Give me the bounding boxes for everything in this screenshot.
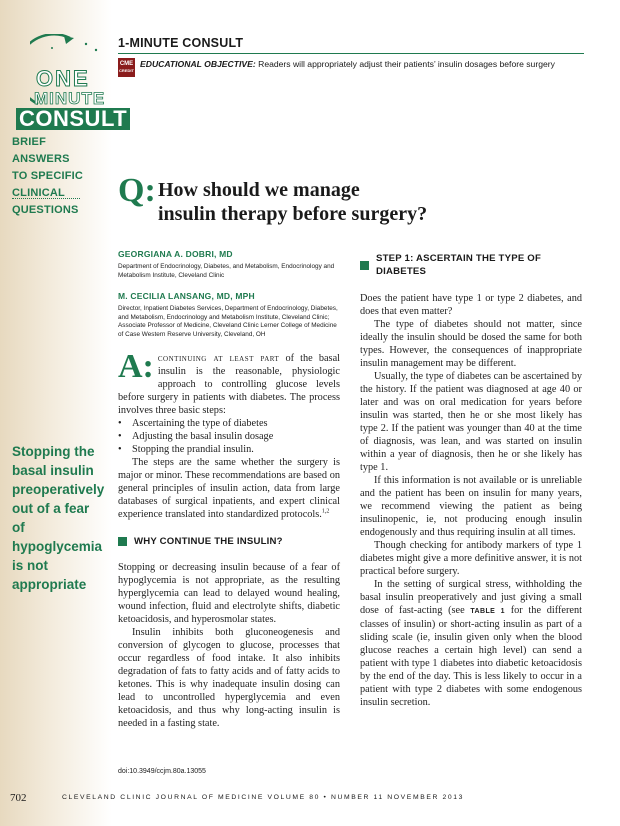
author-name: GEORGIANA A. DOBRI, MD [118,249,233,259]
reference-marker: 1,2 [321,508,330,515]
body-paragraph: If this information is not available or is unreliable and the patient has been on insulin for many years, we recommend viewing the patient as being insulinopenic, ie, not producing enough insulin endogenously and thus requiring insulin at all times. [360,475,582,538]
column-left [118,248,340,730]
pull-quote-line: out of a fear [12,501,90,516]
body-paragraph: Usually, the type of diabetes can be ascertained by the history. If the patient was diagnosed at age 40 or later and was on oral medication for years before insulin was started, then he or she most likely has type 2. If the patient was younger than 40 at the time of diagnosis, was lean, and was started on insulin within a year of diagnosis, then he or she likely has type 1. [360,371,582,473]
answer-lead-text: of the basal insulin is the reasonable, physiologic approach to controlling glucose levels before surgery in patients with diabetes. The process involves three basic steps: [118,352,340,416]
section-heading [118,535,340,548]
answer-mark: A: [118,347,154,385]
tagline-divider [12,198,80,199]
body-paragraph: Though checking for antibody markers of type 1 diabetes might give a more definitive answer, it is not practical before surgery. [360,540,582,577]
steps-list [118,417,340,456]
column-right [360,252,582,709]
body-paragraph [360,578,582,709]
section-heading [360,252,582,278]
header-rule [118,53,584,54]
section-title: 1-MINUTE CONSULT [118,36,244,50]
pull-quote-line: preoperatively [12,482,105,497]
body-paragraph: Stopping or decreasing insulin because of a fear of hypoglycemia is not appropriate, as the resulting hyperglycemia can lead to delayed wound healing, wound infection, fluid and electrolyte shifts, diabetic ketoacidosis, and hyperosmolar states. [118,561,340,625]
objective-text: Readers will appropriately adjust their patients’ insulin dosages before surgery [255,59,555,69]
paragraph-text: The steps are the same whether the surgery is major or minor. These recommendations are based on general principles of insulin action, data from large databases of surgical inpatients, and expert clinical experience translated into standardized protocols. [118,456,340,520]
body-paragraph: Insulin inhibits both gluconeogenesis and conversion of glycogen to glucose, processes that occur regardless of food intake. It also inhibits degradation of fats to fatty acids and of fatty acids to ketones. This is why inadequate insulin dosing can lead to uncontrolled hyperglycemia and even ketoacidosis, and thus why long-acting insulin is needed in a fasting state. [118,626,340,729]
body-paragraph: Does the patient have type 1 or type 2 diabetes, and does that even matter? [360,293,582,317]
heading-text: WHY CONTINUE THE INSULIN? [134,535,283,547]
educational-objective [140,59,590,70]
list-item: • Adjusting the basal insulin dosage [118,430,340,443]
article-title [158,178,578,226]
tagline-line: TO SPECIFIC [12,170,84,182]
list-item: • Ascertaining the type of diabetes [118,417,340,430]
author-affiliation: Department of Endocrinology, Diabetes, and Metabolism, Endocrinology and Metabolism Institute, Cleveland Clinic [118,263,335,279]
logo-one: ONE [36,66,90,91]
title-line: How should we manage [158,179,360,201]
list-item: • Stopping the prandial insulin. [118,443,340,456]
answer-lead-smallcaps: continuing at least part [157,352,280,364]
pull-quote-line: of hypoglycemia [12,520,103,554]
logo-minute: MINUTE [34,89,106,108]
tagline-line: QUESTIONS [12,204,79,216]
tagline-line: BRIEF ANSWERS [12,136,70,165]
heading-square-icon [360,261,369,270]
pull-quote-line: appropriate [12,577,87,592]
heading-square-icon [118,537,127,546]
tagline-line: CLINICAL [12,187,65,199]
journal-footer: CLEVELAND CLINIC JOURNAL OF MEDICINE VOLUME 80 • NUMBER 11 NOVEMBER 2013 [62,794,464,801]
heading-text: STEP 1: ASCERTAIN THE TYPE OF DIABETES [376,253,542,277]
body-paragraph: The type of diabetes should not matter, since ideally the insulin should be dosed the same for both types. However, the consequences of inappropriate insulin management may be different. [360,319,582,369]
pull-quote [12,442,112,594]
table-reference: TABLE 1 [470,608,505,615]
doi: doi:10.3949/ccjm.80a.13055 [118,768,206,775]
paragraph-text: In the setting of surgical stress, withholding the basal insulin preoperatively and just giving a small dose of fast-acting (see [360,579,582,616]
paragraph-text: for the different classes of insulin) or short-acting insulin as part of a sliding scale (ie, insulin given only when the blood glucose reaches a certain high level) can send a patient with type 1 diabetes into diabetic ketoacidosis by the end of the day. This is less likely to occur in a patient with type 2 diabetes with some endogenous insulin secretion. [360,605,582,708]
cme-credit-badge [118,58,135,77]
answer-block [118,347,340,521]
credit-label: CREDIT [119,68,134,73]
logo-consult: CONSULT [16,108,130,130]
author-name: M. CECILIA LANSANG, MD, MPH [118,291,255,302]
page-number: 702 [10,792,27,804]
pull-quote-line: is not [12,558,48,573]
objective-label: EDUCATIONAL OBJECTIVE: [140,59,256,69]
question-mark: Q: [118,172,156,209]
brief-answers-tagline [12,134,104,219]
author-affiliation: Director, Inpatient Diabetes Services, Department of Endocrinology, Diabetes, and Metabolism, Endocrinology and Metabolism Institute, Cleveland Clinic; Associate Professor of Medicine, Cleveland Clinic Lerner College of Medicine of Case Western Reserve University, Cleveland, OH [118,305,338,338]
title-line: insulin therapy before surgery? [158,203,428,225]
body-paragraph [118,456,340,521]
pull-quote-line: basal insulin [12,463,94,478]
pull-quote-line: Stopping the [12,444,95,459]
cme-label: CME [119,61,134,67]
